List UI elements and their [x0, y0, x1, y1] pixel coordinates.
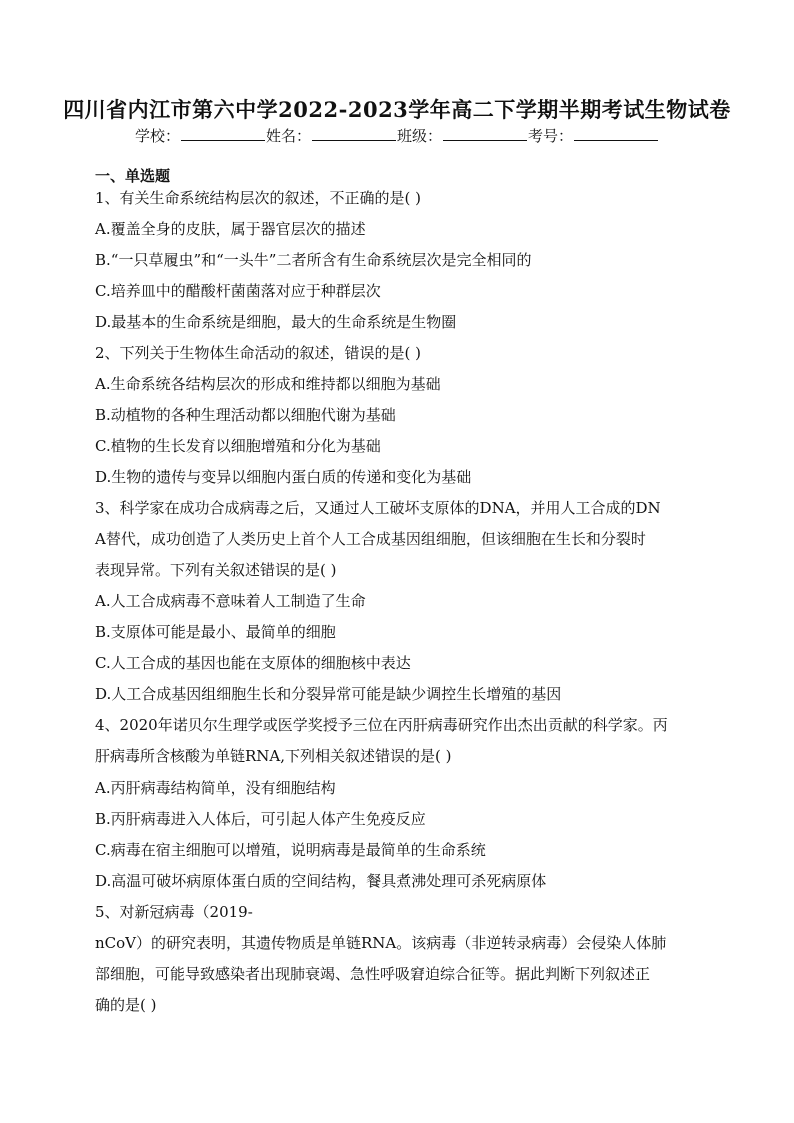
name-label: 姓名：	[265, 127, 311, 145]
question-3-stem-line-1: 3、科学家在成功合成病毒之后，又通过人工破坏支原体的DNA，并用人工合成的DN	[95, 499, 661, 517]
school-blank[interactable]	[181, 126, 265, 141]
question-1-option-c: C.培养皿中的醋酸杆菌菌落对应于种群层次	[95, 282, 381, 300]
question-4-option-c: C.病毒在宿主细胞可以增殖，说明病毒是最简单的生命系统	[95, 841, 486, 859]
class-label: 班级：	[397, 127, 443, 145]
question-1-stem: 1、有关生命系统结构层次的叙述，不正确的是( )	[95, 189, 422, 207]
question-2-option-b: B.动植物的各种生理活动都以细胞代谢为基础	[95, 406, 396, 424]
question-5-stem-line-1: 5、对新冠病毒（2019-	[95, 903, 253, 921]
question-2-option-a: A.生命系统各结构层次的形成和维持都以细胞为基础	[95, 375, 441, 393]
question-5-stem-line-3: 部细胞，可能导致感染者出现肺衰竭、急性呼吸窘迫综合征等。据此判断下列叙述正	[95, 965, 651, 983]
question-3-stem-line-3: 表现异常。下列有关叙述错误的是( )	[95, 561, 337, 579]
question-4-option-b: B.丙肝病毒进入人体后，可引起人体产生免疫反应	[95, 810, 426, 828]
question-2-option-c: C.植物的生长发育以细胞增殖和分化为基础	[95, 437, 381, 455]
school-label: 学校：	[134, 127, 180, 145]
question-3-option-a: A.人工合成病毒不意味着人工制造了生命	[95, 592, 366, 610]
question-4-stem-line-2: 肝病毒所含核酸为单链RNA,下列相关叙述错误的是( )	[95, 747, 452, 765]
question-5-stem-line-4: 确的是( )	[95, 996, 157, 1014]
class-blank[interactable]	[443, 126, 527, 141]
question-1-option-a: A.覆盖全身的皮肤，属于器官层次的描述	[95, 220, 366, 238]
question-4-option-d: D.高温可破坏病原体蛋白质的空间结构，餐具煮沸处理可杀死病原体	[95, 872, 547, 890]
page-title: 四川省内江市第六中学2022-2023学年高二下学期半期考试生物试卷	[63, 97, 731, 122]
exam-number-blank[interactable]	[574, 126, 658, 141]
question-3-option-c: C.人工合成的基因也能在支原体的细胞核中表达	[95, 654, 411, 672]
question-3-option-d: D.人工合成基因组细胞生长和分裂异常可能是缺少调控生长增殖的基因	[95, 685, 562, 703]
name-blank[interactable]	[312, 126, 396, 141]
section-heading: 一、单选题	[95, 167, 171, 185]
question-1-option-b: B.“一只草履虫”和“一头牛”二者所含有生命系统层次是完全相同的	[95, 251, 532, 269]
question-5-stem-line-2: nCoV）的研究表明，其遗传物质是单链RNA。该病毒（非逆转录病毒）会侵染人体肺	[95, 934, 667, 952]
question-3-stem-line-2: A替代，成功创造了人类历史上首个人工合成基因组细胞，但该细胞在生长和分裂时	[95, 530, 646, 548]
question-2-stem: 2、下列关于生物体生命活动的叙述，错误的是( )	[95, 344, 422, 362]
exam-number-label: 考号：	[528, 127, 574, 145]
student-info-row	[0, 125, 794, 146]
question-4-option-a: A.丙肝病毒结构简单，没有细胞结构	[95, 779, 336, 797]
question-3-option-b: B.支原体可能是最小、最简单的细胞	[95, 623, 336, 641]
question-1-option-d: D.最基本的生命系统是细胞，最大的生命系统是生物圈	[95, 313, 457, 331]
question-4-stem-line-1: 4、2020年诺贝尔生理学或医学奖授予三位在丙肝病毒研究作出杰出贡献的科学家。丙	[95, 716, 668, 734]
question-2-option-d: D.生物的遗传与变异以细胞内蛋白质的传递和变化为基础	[95, 468, 472, 486]
